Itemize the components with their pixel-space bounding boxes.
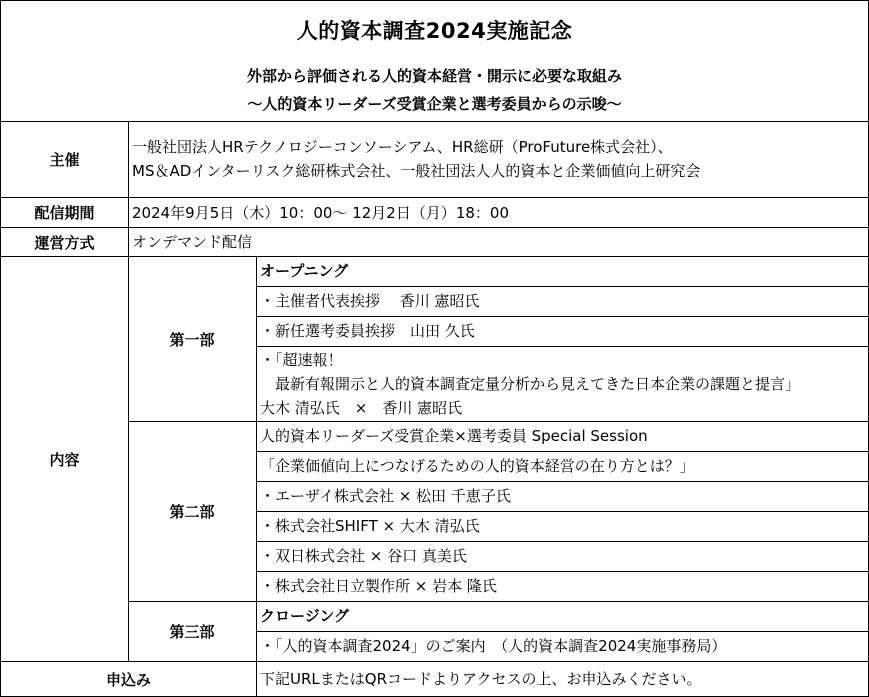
item-line: 最新有報開示と人的資本調査定量分析から見えてきた日本企業の課題と提言」 xyxy=(260,375,801,393)
subtitle-2: ～人的資本リーダーズ受賞企業と選考委員からの示唆～ xyxy=(247,95,622,113)
part-2-label: 第二部 xyxy=(128,422,257,601)
list-item: 人的資本リーダーズ受賞企業×選考委員 Special Session xyxy=(257,422,868,452)
part-1-label: 第一部 xyxy=(128,257,257,421)
apply-row xyxy=(1,662,868,696)
list-item: オープニング xyxy=(257,257,868,287)
method-row xyxy=(1,228,868,257)
list-item: ・新任選考委員挨拶 山田 久氏 xyxy=(257,317,868,347)
list-item: ・株式会社SHIFT × 大木 清弘氏 xyxy=(257,512,868,542)
method-value: オンデマンド配信 xyxy=(132,233,253,251)
period-value: 2024年9月5日（木）10：00～ 12月2日（月）18：00 xyxy=(132,203,510,222)
part-3-label: 第三部 xyxy=(128,602,257,661)
part-1-items xyxy=(257,257,868,421)
part-2 xyxy=(128,422,868,602)
organizer-value xyxy=(132,121,864,197)
part-3 xyxy=(128,602,868,661)
period-label: 配信期間 xyxy=(1,198,129,227)
header xyxy=(1,1,868,122)
organizer-label: 主催 xyxy=(1,121,129,197)
list-item: ・双日株式会社 × 谷口 真美氏 xyxy=(257,542,868,572)
organizer-line-1: 一般社団法人HRテクノロジーコンソーシアム、HR総研（ProFuture株式会社）、 xyxy=(132,138,673,156)
organizer-line-2: MS＆ADインターリスク総研株式会社、一般社団法人人的資本と企業価値向上研究会 xyxy=(132,162,701,180)
list-item-multiline xyxy=(257,348,868,420)
page-title: 人的資本調査2024実施記念 xyxy=(296,19,573,43)
part-2-items xyxy=(257,422,868,601)
list-item: ・エーザイ株式会社 × 松田 千恵子氏 xyxy=(257,482,868,512)
list-item: 「企業価値向上につなげるための人的資本経営の在り方とは？」 xyxy=(257,452,868,482)
item-line: ・「超速報！ xyxy=(260,351,343,369)
organizer-row xyxy=(1,121,868,198)
period-row xyxy=(1,198,868,228)
list-item: ・「人的資本調査2024」のご案内 （人的資本調査2024実施事務局） xyxy=(260,637,727,655)
list-item: ・株式会社日立製作所 × 岩本 隆氏 xyxy=(260,577,497,595)
part-1 xyxy=(128,257,868,422)
item-line: 大木 清弘氏 × 香川 憲昭氏 xyxy=(260,399,463,417)
list-item: ・主催者代表挨拶 香川 憲昭氏 xyxy=(257,287,868,317)
method-label: 運営方式 xyxy=(1,228,129,256)
list-item: クロージング xyxy=(257,602,868,632)
subtitle-1: 外部から評価される人的資本経営・開示に必要な取組み xyxy=(246,67,622,85)
part-3-items xyxy=(257,602,868,661)
apply-value: 下記URLまたはQRコードよりアクセスの上、お申込みください。 xyxy=(260,670,702,688)
apply-label: 申込み xyxy=(1,662,257,696)
contents-section xyxy=(1,257,868,662)
contents-label: 内容 xyxy=(1,257,129,661)
